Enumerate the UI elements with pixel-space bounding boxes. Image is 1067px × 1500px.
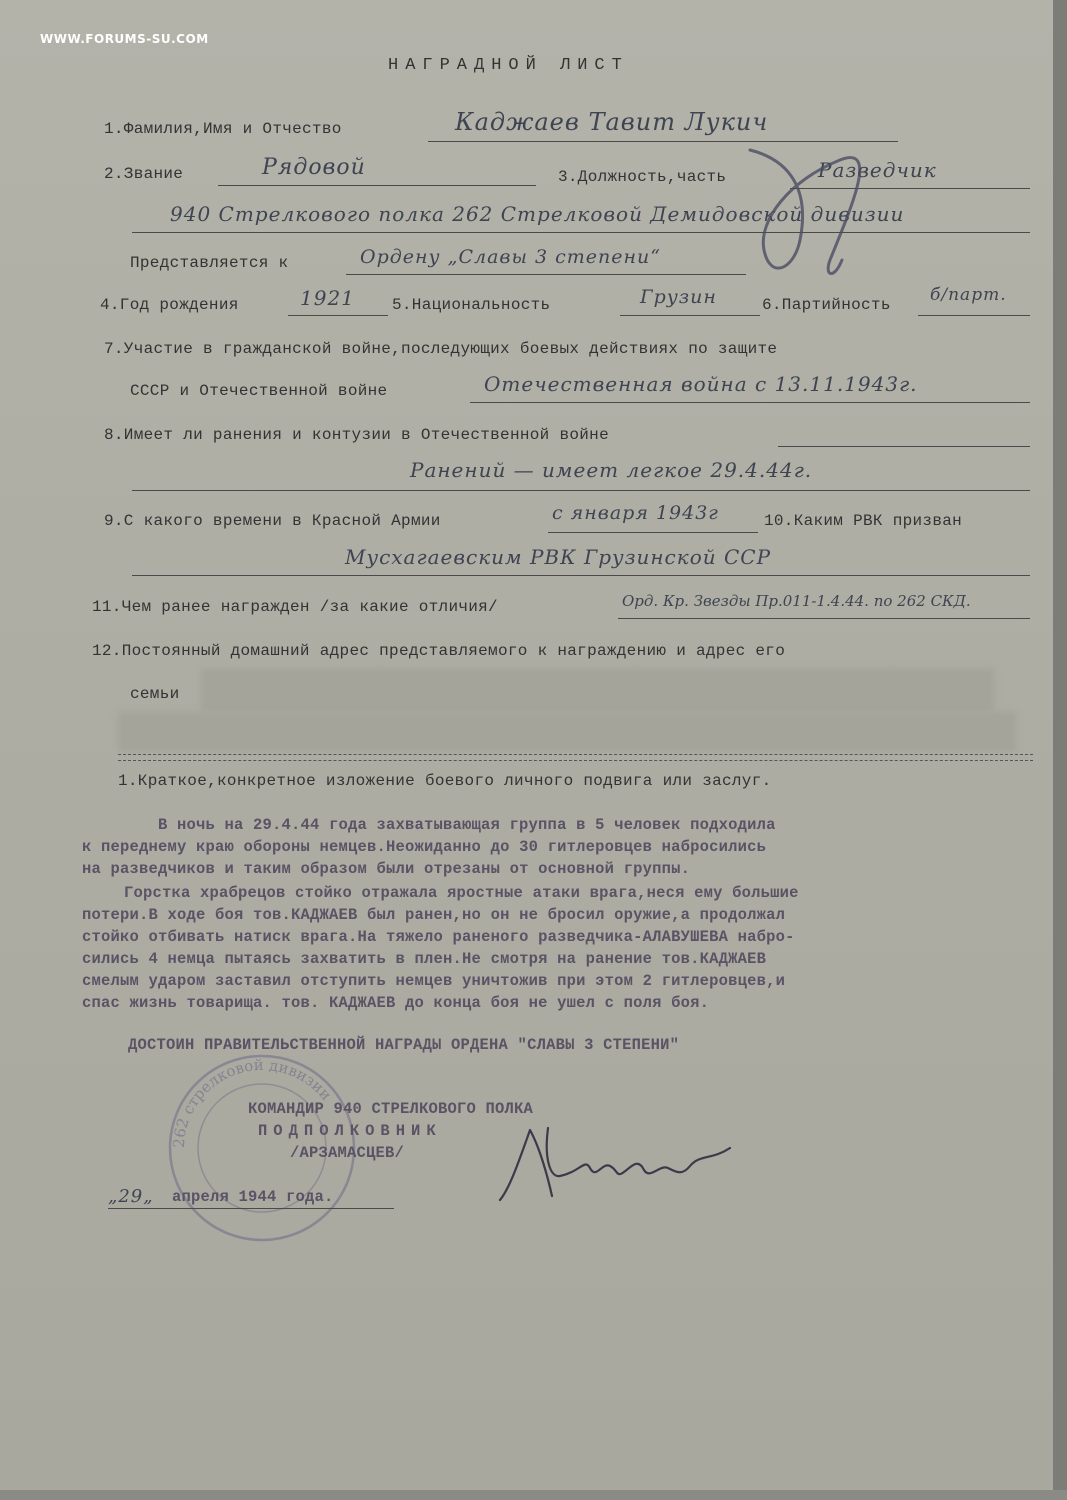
field-2-line [218,185,536,186]
field-9-value: с января 1943г [552,502,719,524]
redacted-address-1 [205,672,990,708]
date-underline [108,1208,394,1209]
page-edge-bottom [0,1490,1067,1500]
presented-label: Представляется к [130,254,289,272]
page-edge [1053,0,1067,1500]
presented-line [346,274,746,275]
narrative-line: спас жизнь товарища. тов. КАДЖАЕВ до конца боя не ушел с поля боя. [82,994,710,1012]
field-8-label: 8.Имеет ли ранения и контузии в Отечественной войне [104,426,609,444]
presented-value: Ордену „Славы 3 степени“ [360,246,661,268]
field-4-value: 1921 [300,286,355,310]
resolution-mark-icon [730,130,910,290]
section-heading: 1.Краткое,конкретное изложение боевого личного подвига или заслуг. [118,772,772,790]
narrative-line: к переднему краю обороны немцев.Неожиданно до 30 гитлеровцев набросились [82,838,767,856]
field-4-label: 4.Год рождения [100,296,239,314]
narrative-line: Горстка храбрецов стойко отражала яростные атаки врага,неся ему большие [124,884,799,902]
unit-value: 940 Стрелкового полка 262 Стрелковой Демидовской дивизии [170,202,905,226]
redacted-address-2 [122,716,1012,748]
field-6-value: б/парт. [930,285,1007,305]
field-9-label: 9.С какого времени в Красной Армии [104,512,441,530]
signature-icon [490,1118,750,1208]
date-rest: апреля 1944 года. [172,1188,334,1206]
signoff-line-1: КОМАНДИР 940 СТРЕЛКОВОГО ПОЛКА [248,1100,534,1118]
field-9-line [548,532,758,533]
field-8-line-1 [778,446,1030,447]
field-6-line [918,315,1030,316]
field-3-label: 3.Должность,часть [558,168,727,186]
field-10-line [132,575,1030,576]
field-6-label: 6.Партийность [762,296,891,314]
field-3-value: Разведчик [818,158,937,182]
signoff-line-3: /АРЗАМАСЦЕВ/ [290,1144,405,1162]
field-12-label-2: семьи [130,685,180,703]
narrative-line: сились 4 немца пытаясь захватить в плен.Не смотря на ранение тов.КАДЖАЕВ [82,950,767,968]
field-7-line [470,402,1030,403]
watermark: WWW.FORUMS-SU.COM [40,32,209,46]
signoff-line-2: ПОДПОЛКОВНИК [258,1122,442,1140]
field-8-value: Ранений — имеет легкое 29.4.44г. [410,458,813,482]
narrative-line: на разведчиков и таким образом были отрезаны от основной группы. [82,860,691,878]
separator [118,760,1033,761]
field-10-value: Мусхагаевским РВК Грузинской ССР [345,545,772,569]
field-11-line [618,618,1030,619]
narrative-line: смелым ударом заставил отступить немцев уничтожив при этом 2 гитлеровцев,и [82,972,786,990]
field-1-value: Каджаев Тавит Лукич [455,108,769,136]
separator [118,754,1033,755]
field-12-label: 12.Постоянный домашний адрес представляемого к награждению и адрес его [92,642,786,660]
field-2-label: 2.Звание [104,165,184,183]
field-11-value: Орд. Кр. Звезды Пр.011-1.4.44. по 262 СКД. [622,592,971,610]
document-title: НАГРАДНОЙ ЛИСТ [388,56,629,75]
field-10-label: 10.Каким РВК призван [764,512,963,530]
narrative-line: В ночь на 29.4.44 года захватывающая группа в 5 человек подходила [158,816,776,834]
field-8-line-2 [132,490,1030,491]
narrative-line: стойко отбивать натиск врага.На тяжело раненого разведчика-АЛАВУШЕВА набро- [82,928,795,946]
field-7-label-2: СССР и Отечественной войне [130,382,388,400]
field-4-line [288,315,388,316]
field-5-label: 5.Национальность [392,296,551,314]
field-7-label-1: 7.Участие в гражданской войне,последующих боевых действиях по защите [104,340,778,358]
narrative-line: потери.В ходе боя тов.КАДЖАЕВ был ранен,но он не бросил оружие,а продолжал [82,906,786,924]
conclusion: ДОСТОИН ПРАВИТЕЛЬСТВЕННОЙ НАГРАДЫ ОРДЕНА "СЛАВЫ 3 СТЕПЕНИ" [128,1036,680,1054]
date-day: „29„ [108,1186,154,1207]
seal-ring-text: 262 стрелковой дивизии [169,1055,336,1149]
field-2-value: Рядовой [262,155,366,180]
field-1-label: 1.Фамилия,Имя и Отчество [104,120,342,138]
field-5-value: Грузин [640,286,717,308]
field-7-value: Отечественная война с 13.11.1943г. [484,372,918,396]
field-11-label: 11.Чем ранее награжден /за какие отличия/ [92,598,498,616]
field-5-line [620,315,760,316]
